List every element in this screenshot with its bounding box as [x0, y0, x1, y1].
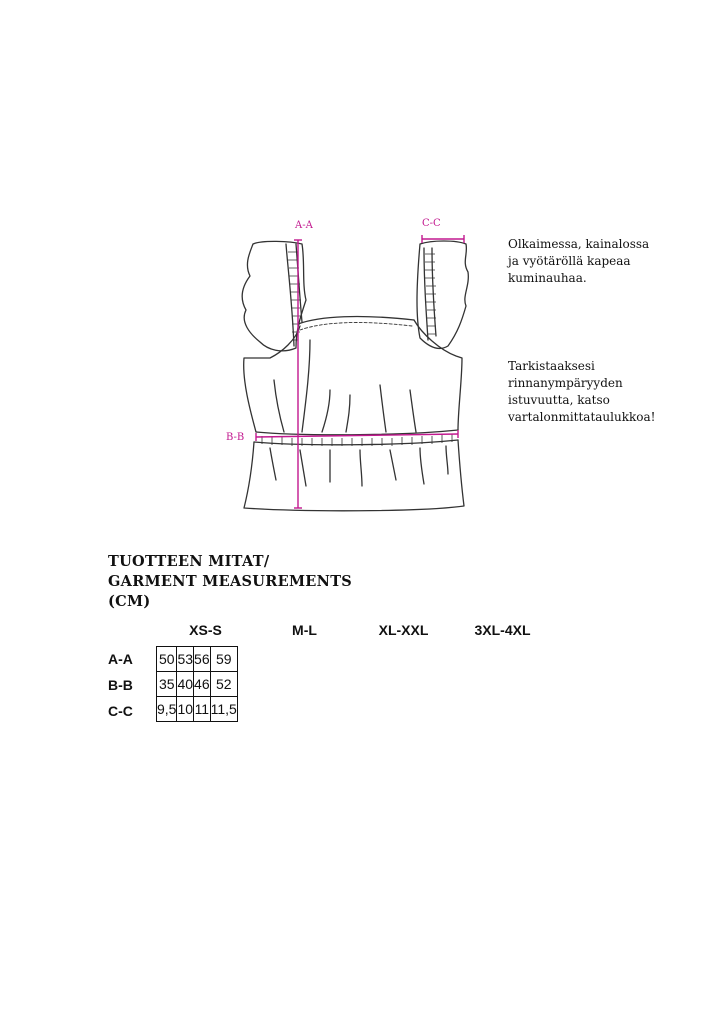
- measurements-heading: TUOTTEEN MITAT/ GARMENT MEASUREMENTS (CM): [108, 553, 353, 610]
- measurement-grid: [156, 646, 238, 722]
- measure-label-bb: B-B: [226, 432, 245, 443]
- table-cell: 46: [194, 672, 211, 697]
- table-cell: 9,5: [157, 697, 177, 722]
- table-cell: 11,5: [210, 697, 237, 722]
- bodice-outline: [244, 326, 300, 432]
- table-cell: 11: [194, 697, 211, 722]
- row-header: C-C: [108, 703, 133, 719]
- column-header: XL-XXL: [378, 622, 429, 638]
- table-cell: 50: [157, 647, 177, 672]
- row-header: A-A: [108, 651, 133, 667]
- column-header: M-L: [292, 622, 317, 638]
- bust-note: Tarkistaaksesi rinnanympäryyden istuvuutta, katso vartalonmittataulukkoa!: [508, 359, 656, 424]
- left-strap-band: [286, 244, 294, 346]
- table-cell: 53: [177, 647, 194, 672]
- table-cell: 56: [194, 647, 211, 672]
- column-header: XS-S: [189, 622, 222, 638]
- measure-label-cc: C-C: [422, 218, 441, 229]
- table-cell: 59: [210, 647, 237, 672]
- peplum-outline: [244, 440, 464, 511]
- table-cell: 35: [157, 672, 177, 697]
- column-header: 3XL-4XL: [474, 622, 531, 638]
- table-row: [157, 647, 238, 672]
- elastic-note: Olkaimessa, kainalossa ja vyötäröllä kapeaa kuminauhaa.: [508, 237, 650, 285]
- table-cell: 40: [177, 672, 194, 697]
- table-cell: 52: [210, 672, 237, 697]
- table-row: [157, 672, 238, 697]
- measure-label-aa: A-A: [295, 220, 313, 231]
- table-cell: 10: [177, 697, 194, 722]
- row-header: B-B: [108, 677, 133, 693]
- table-row: [157, 697, 238, 722]
